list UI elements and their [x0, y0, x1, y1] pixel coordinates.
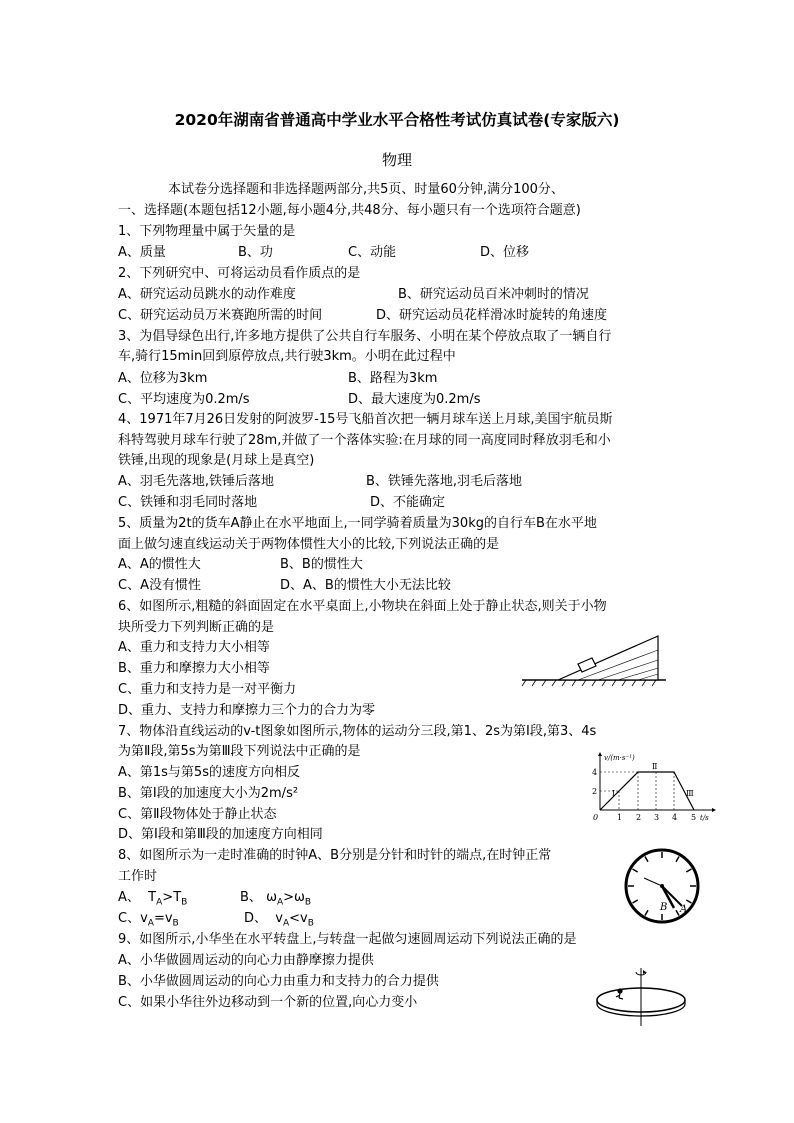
question-7-option-b: B、第Ⅰ段的加速度大小为2m/s²	[118, 786, 299, 801]
question-3-option-d: D、最大速度为0.2m/s	[348, 392, 481, 407]
question-5-option-b: B、B的惯性大	[280, 557, 363, 572]
question-2-option-b: B、研究运动员百米冲刺时的情况	[398, 287, 589, 302]
question-8-option-b: B、 $\omega_A>\omega_B$	[240, 890, 312, 908]
question-3-option-a: A、位移为3km	[118, 371, 208, 386]
question-8-option-d: D、 $v_A<v_B$	[244, 911, 314, 929]
question-4-option-c: C、铁锤和羽毛同时落地	[118, 495, 258, 510]
question-6-option-c: C、重力和支持力是一对平衡力	[118, 682, 297, 697]
vt-segment-1: Ⅰ	[612, 789, 616, 798]
vt-ytick-2: 2	[592, 787, 598, 796]
question-3-stem-line-1: 3、为倡导绿色出行,许多地方提供了公共自行车服务、小明在某个停放点取了一辆自行	[118, 329, 612, 344]
question-4-option-b: B、铁锤先落地,羽毛后落地	[366, 474, 523, 489]
question-9-option-a: A、小华做圆周运动的向心力由静摩擦力提供	[118, 953, 374, 968]
question-2-option-d: D、研究运动员花样滑冰时旋转的角速度	[376, 308, 608, 323]
question-2-option-c: C、研究运动员万米赛跑所需的时间	[118, 308, 323, 323]
question-8-option-a: A、 $T_A>T_B$	[118, 890, 188, 908]
question-9-stem: 9、如图所示,小华坐在水平转盘上,与转盘一起做匀速圆周运动下列说法正确的是	[118, 932, 577, 947]
question-3-stem-line-2: 车,骑行15min回到原停放点,共行驶3km。小明在此过程中	[118, 349, 456, 364]
section-heading: 一、选择题(本题包括12小题,每小题4分,共48分、每小题只有一个选项符合题意)	[118, 203, 581, 218]
vt-xtick-2: 2	[636, 813, 642, 822]
question-6-option-b: B、重力和摩擦力大小相等	[118, 661, 270, 676]
question-2-option-a: A、研究运动员跳水的动作难度	[118, 287, 296, 302]
question-3-option-c: C、平均速度为0.2m/s	[118, 392, 250, 407]
question-7-option-c: C、第Ⅱ段物体处于静止状态	[118, 807, 277, 822]
question-6-stem-line-2: 块所受力下列判断正确的是	[118, 620, 275, 635]
question-4-stem-line-2: 科特驾驶月球车行驶了28m,并做了一个落体实验:在月球的同一高度同时释放羽毛和小	[118, 433, 611, 448]
vt-xlabel: t/s	[700, 814, 709, 822]
question-4-stem-line-3: 铁锤,出现的现象是(月球上是真空)	[118, 453, 315, 468]
question-1-option-b: B、功	[238, 245, 273, 260]
question-7-option-a: A、第1s与第5s的速度方向相反	[118, 765, 300, 780]
exam-title: 2020年湖南省普通高中学业水平合格性考试仿真试卷(专家版六)	[174, 111, 620, 129]
question-5-option-d: D、A、B的惯性大小无法比较	[280, 578, 451, 593]
clock-label-b: B	[660, 902, 668, 913]
question-4-stem-line-1: 4、1971年7月26日发射的阿波罗-15号飞船首次把一辆月球车送上月球,美国宇航员斯	[118, 412, 613, 427]
question-1-option-a: A、质量	[118, 245, 166, 260]
question-5-stem-line-1: 5、质量为2t的货车A静止在水平地面上,一同学骑着质量为30kg的自行车B在水平地	[118, 516, 597, 531]
clock-label-a: A	[680, 904, 688, 915]
incline-diagram	[518, 628, 668, 688]
question-5-stem-line-2: 面上做匀速直线运动关于两物体惯性大小的比较,下列说法正确的是	[118, 537, 500, 552]
question-9-option-c: C、如果小华往外边移动到一个新的位置,向心力变小	[118, 995, 418, 1010]
question-8-stem-line-2: 工作时	[118, 869, 158, 884]
question-6-option-a: A、重力和支持力大小相等	[118, 640, 270, 655]
vt-origin: 0	[593, 813, 599, 822]
question-5-option-c: C、A没有惯性	[118, 578, 201, 593]
vt-graph	[590, 750, 720, 822]
question-4-option-d: D、不能确定	[370, 495, 446, 510]
question-1-option-c: C、动能	[348, 245, 397, 260]
subject-title: 物理	[381, 151, 412, 169]
question-5-option-a: A、A的惯性大	[118, 557, 201, 572]
question-6-option-d: D、重力、支持力和摩擦力三个力的合力为零	[118, 703, 376, 718]
question-7-stem-line-1: 7、物体沿直线运动的v-t图象如图所示,物体的运动分三段,第1、2s为第Ⅰ段,第3、4s	[118, 724, 597, 739]
question-6-stem-line-1: 6、如图所示,粗糙的斜面固定在水平桌面上,小物块在斜面上处于静止状态,则关于小物	[118, 599, 607, 614]
vt-ytick-4: 4	[592, 768, 598, 777]
vt-xtick-5: 5	[691, 813, 697, 822]
question-7-stem-line-2: 为第Ⅱ段,第5s为第Ⅲ段下列说法中正确的是	[118, 744, 361, 759]
question-8-stem-line-1: 8、如图所示为一走时准确的时钟A、B分别是分针和时针的端点,在时钟正常	[118, 848, 552, 863]
question-2-stem: 2、下列研究中、可将运动员看作质点的是	[118, 266, 361, 281]
vt-xtick-1: 1	[617, 813, 623, 822]
question-7-option-d: D、第Ⅰ段和第Ⅲ段的加速度方向相同	[118, 827, 323, 842]
intro-text: 本试卷分选择题和非选择题两部分,共5页、时量60分钟,满分100分、	[168, 182, 564, 197]
question-1-option-d: D、位移	[480, 245, 530, 260]
question-3-option-b: B、路程为3km	[348, 371, 438, 386]
question-8-option-c: C、$v_A=v_B$	[118, 911, 179, 929]
vt-segment-2: Ⅱ	[652, 762, 658, 771]
question-1-stem: 1、下列物理量中属于矢量的是	[118, 224, 296, 239]
vt-xtick-4: 4	[672, 813, 678, 822]
clock-diagram	[622, 846, 702, 926]
vt-ylabel: v/(m·s⁻¹)	[604, 754, 635, 762]
question-4-option-a: A、羽毛先落地,铁锤后落地	[118, 474, 275, 489]
turntable-diagram	[592, 964, 690, 1030]
question-9-option-b: B、小华做圆周运动的向心力由重力和支持力的合力提供	[118, 974, 439, 989]
vt-xtick-3: 3	[654, 813, 660, 822]
vt-segment-3: Ⅲ	[686, 789, 694, 798]
